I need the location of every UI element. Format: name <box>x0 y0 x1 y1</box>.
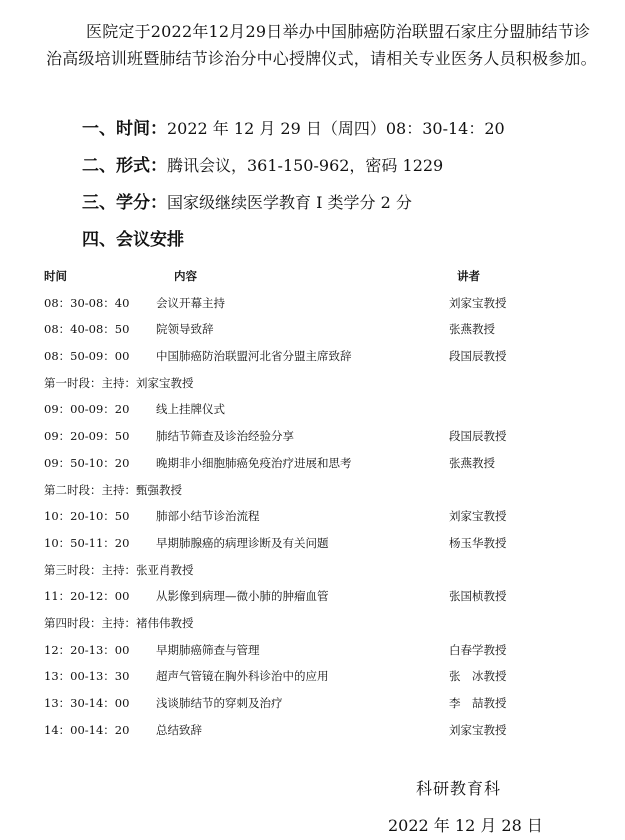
row-speaker: 张 冰教授 <box>449 669 507 684</box>
info-format-value: 腾讯会议，361-150-962，密码 1229 <box>167 156 444 175</box>
row-speaker: 张燕教授 <box>449 455 495 470</box>
row-time: 12：20-13：00 <box>44 642 130 657</box>
intro-paragraph: 医院定于2022年12月29日举办中国肺癌防治联盟石家庄分盟肺结节诊治高级培训班暨肺结节诊治分中心授牌仪式，请相关专业医务人员积极参加。 <box>46 22 597 68</box>
schedule-row <box>44 690 604 717</box>
row-speaker: 段国辰教授 <box>449 429 507 444</box>
row-topic: 线上挂牌仪式 <box>156 402 225 417</box>
row-speaker: 杨玉华教授 <box>449 535 507 550</box>
info-credits-value: 国家级继续医学教育 I 类学分 2 分 <box>167 193 412 212</box>
schedule-row <box>44 583 604 610</box>
row-topic: 早期肺腺癌的病理诊断及有关问题 <box>156 535 329 550</box>
header-speaker: 讲者 <box>457 269 480 283</box>
row-time: 08：30-08：40 <box>44 295 130 310</box>
session-host: 第二时段：主持：甄强教授 <box>44 482 182 497</box>
row-topic: 院领导致辞 <box>156 322 214 337</box>
info-time-label: 一、时间： <box>82 119 167 139</box>
info-time <box>82 114 505 139</box>
schedule-session-row <box>44 610 604 637</box>
row-time: 08：40-08：50 <box>44 322 130 337</box>
row-topic: 总结致辞 <box>156 722 202 737</box>
row-speaker: 李 喆教授 <box>449 696 507 710</box>
info-format <box>82 151 443 176</box>
row-topic: 肺部小结节诊治流程 <box>156 509 260 524</box>
row-topic: 浅谈肺结节的穿刺及治疗 <box>156 696 283 710</box>
row-topic: 晚期非小细胞肺癌免疫治疗进展和思考 <box>156 455 352 470</box>
row-time: 08：50-09：00 <box>44 349 130 364</box>
row-speaker: 刘家宝教授 <box>449 722 507 737</box>
row-time: 10：50-11：20 <box>44 535 130 550</box>
schedule-header <box>44 263 604 290</box>
info-format-label: 二、形式： <box>82 156 167 176</box>
schedule-table <box>44 263 604 743</box>
header-time: 时间 <box>44 269 67 283</box>
row-time: 09：50-10：20 <box>44 455 130 470</box>
schedule-row <box>44 637 604 664</box>
schedule-row <box>44 450 604 477</box>
schedule-session-row <box>44 557 604 584</box>
row-topic: 中国肺癌防治联盟河北省分盟主席致辞 <box>156 349 352 364</box>
row-time: 09：00-09：20 <box>44 402 130 417</box>
row-speaker: 段国辰教授 <box>449 349 507 364</box>
row-speaker: 张燕教授 <box>449 322 495 337</box>
info-credits-label: 三、学分： <box>82 193 167 213</box>
row-speaker: 张国桢教授 <box>449 589 507 604</box>
session-host: 第四时段：主持：褚伟伟教授 <box>44 615 194 630</box>
row-topic: 早期肺癌筛查与管理 <box>156 642 260 657</box>
row-topic: 超声气管镜在胸外科诊治中的应用 <box>156 669 329 684</box>
schedule-row <box>44 663 604 690</box>
row-time: 13：00-13：30 <box>44 669 130 684</box>
row-time: 11：20-12：00 <box>44 589 130 604</box>
schedule-row <box>44 503 604 530</box>
row-time: 13：30-14：00 <box>44 696 130 710</box>
footer-department: 科研教育科 <box>416 779 502 798</box>
row-time: 14：00-14：20 <box>44 722 130 737</box>
schedule-rows <box>44 290 604 744</box>
row-topic: 肺结节筛查及诊治经验分享 <box>156 429 294 444</box>
row-speaker: 刘家宝教授 <box>449 295 507 310</box>
schedule-session-row <box>44 477 604 504</box>
schedule-row <box>44 290 604 317</box>
row-topic: 从影像到病理—微小肺的肿瘤血管 <box>156 589 329 604</box>
row-speaker: 刘家宝教授 <box>449 509 507 524</box>
schedule-row <box>44 396 604 423</box>
session-host: 第一时段：主持：刘家宝教授 <box>44 375 194 390</box>
row-time: 10：20-10：50 <box>44 509 130 524</box>
schedule-row <box>44 343 604 370</box>
info-credits <box>82 188 412 213</box>
schedule-session-row <box>44 370 604 397</box>
row-topic: 会议开幕主持 <box>156 295 225 310</box>
session-host: 第三时段：主持：张亚肖教授 <box>44 562 194 577</box>
schedule-row <box>44 530 604 557</box>
footer-date: 2022 年 12 月 28 日 <box>388 816 543 835</box>
schedule-row <box>44 316 604 343</box>
agenda-title: 四、会议安排 <box>82 230 184 250</box>
row-speaker: 白春学教授 <box>449 642 507 657</box>
row-time: 09：20-09：50 <box>44 429 130 444</box>
schedule-row <box>44 717 604 744</box>
schedule-row <box>44 423 604 450</box>
info-time-value: 2022 年 12 月 29 日（周四）08：30-14：20 <box>167 119 505 138</box>
header-topic: 内容 <box>174 269 197 283</box>
